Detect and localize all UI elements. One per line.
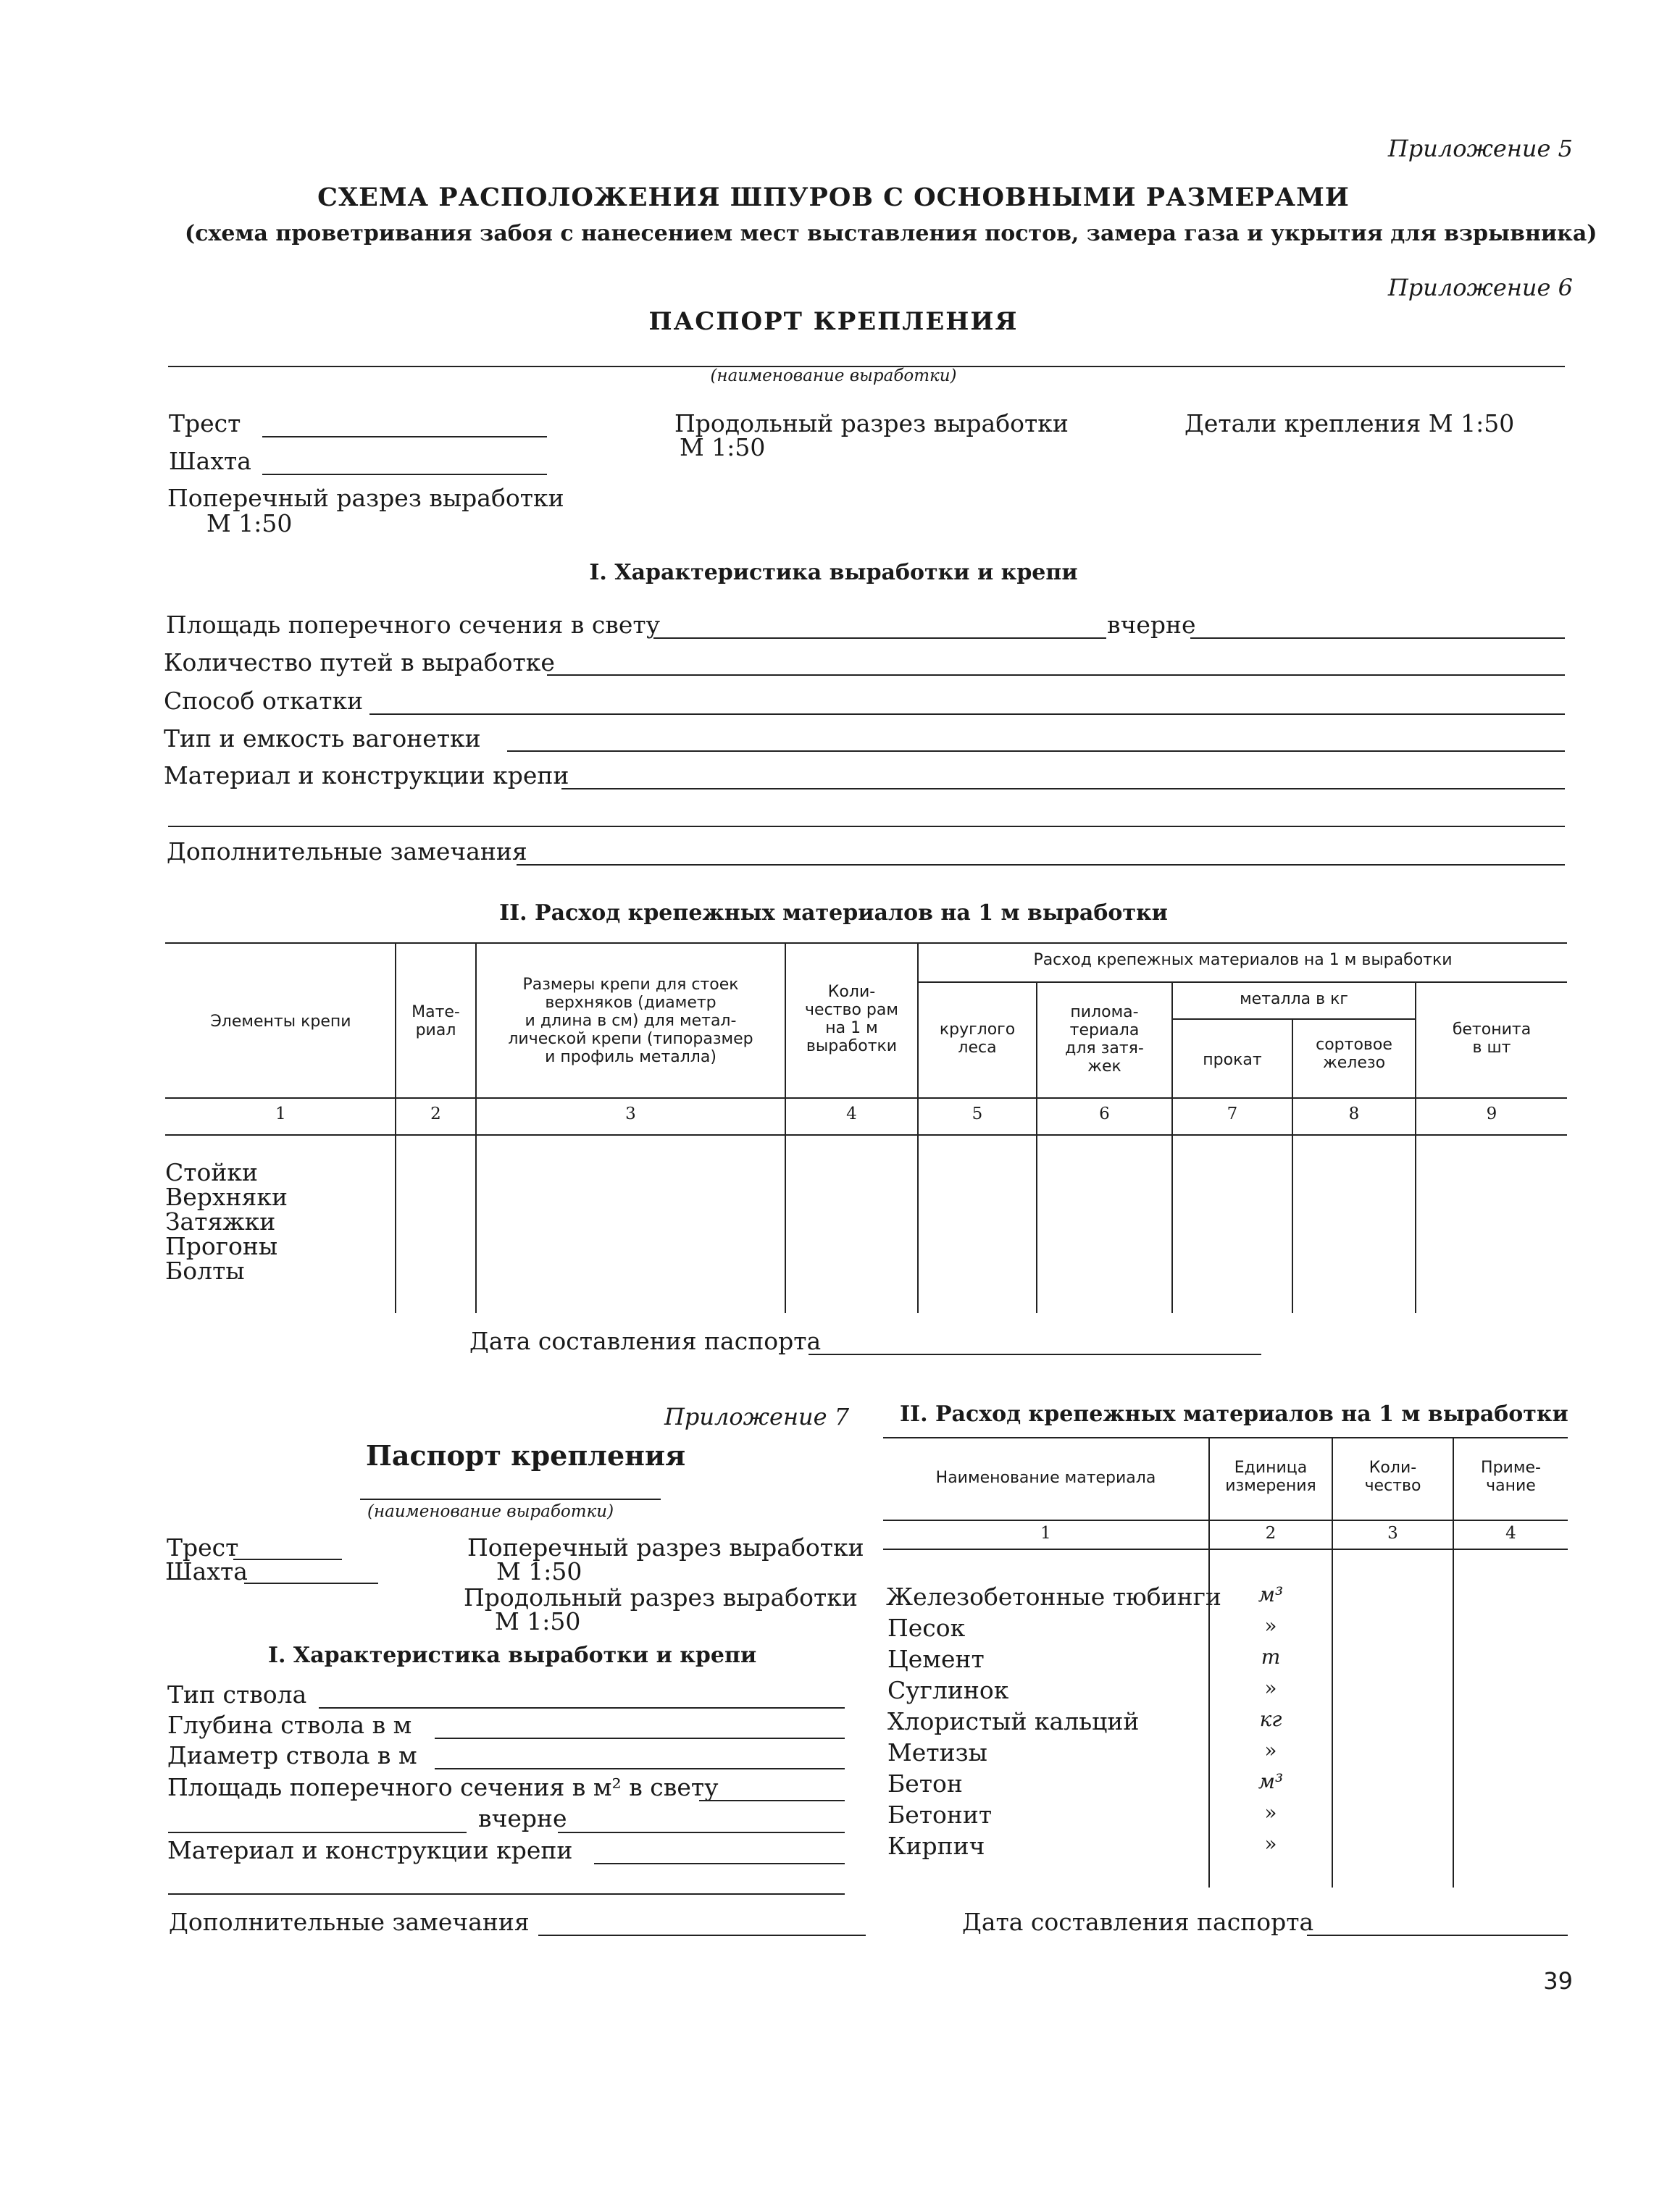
col-number: 4 bbox=[846, 1105, 857, 1123]
area-rough-field[interactable] bbox=[1190, 637, 1565, 639]
app7-rough-label: вчерне bbox=[478, 1804, 567, 1832]
col-number: 8 bbox=[1348, 1105, 1360, 1123]
app7-material-label: Материал и конструкции крепи bbox=[167, 1836, 573, 1864]
page-number: 39 bbox=[1543, 1967, 1573, 1995]
col-number: 7 bbox=[1227, 1105, 1238, 1123]
depth-field[interactable] bbox=[435, 1738, 845, 1739]
trest-field[interactable] bbox=[262, 436, 547, 437]
appendix-5-title: СХЕМА РАСПОЛОЖЕНИЯ ШПУРОВ С ОСНОВНЫМИ РАЗМЕРАМИ bbox=[317, 183, 1350, 212]
app7-col-number: 2 bbox=[1265, 1524, 1277, 1543]
th-rolled: прокат bbox=[1203, 1051, 1262, 1069]
app7-name-caption: (наименование выработки) bbox=[367, 1502, 614, 1521]
app7-th-note: Приме- чание bbox=[1481, 1459, 1541, 1495]
table-col-divider bbox=[1171, 983, 1173, 1313]
th-round-timber: круглого леса bbox=[939, 1021, 1016, 1057]
app7-material-field-2[interactable] bbox=[168, 1893, 845, 1895]
app7-shakhta-label: Шахта bbox=[165, 1557, 248, 1585]
app7-row-name: Суглинок bbox=[887, 1676, 1009, 1704]
date-label: Дата составления паспорта bbox=[469, 1327, 822, 1355]
app7-area-label: Площадь поперечного сечения в м² в свету bbox=[167, 1773, 719, 1801]
app7-trest-field[interactable] bbox=[233, 1559, 342, 1560]
appendix-5-label: Приложение 5 bbox=[1387, 135, 1573, 162]
col-number: 1 bbox=[275, 1105, 286, 1123]
appendix-7-label: Приложение 7 bbox=[664, 1403, 850, 1430]
app7-rough-field-pre[interactable] bbox=[168, 1832, 467, 1833]
section-2-title: II. Расход крепежных материалов на 1 м выработки bbox=[499, 900, 1168, 926]
app7-row-unit: » bbox=[1264, 1738, 1277, 1762]
section-1-title: I. Характеристика выработки и крепи bbox=[589, 560, 1078, 585]
app7-trest-label: Трест bbox=[167, 1533, 239, 1562]
shaft-type-field[interactable] bbox=[319, 1707, 845, 1709]
th-sawn-timber: пилома- териала для затя- жек bbox=[1065, 1003, 1144, 1076]
area-field[interactable] bbox=[653, 637, 1106, 639]
material-field[interactable] bbox=[561, 788, 1565, 789]
app7-material-field[interactable] bbox=[594, 1863, 845, 1864]
app7-cross-section-label: Поперечный разрез выработки bbox=[467, 1533, 864, 1562]
app7-row-unit: » bbox=[1264, 1614, 1277, 1638]
appendix-7-title: Паспорт крепления bbox=[366, 1439, 686, 1472]
shakhta-label: Шахта bbox=[169, 447, 251, 475]
app7-col-number: 4 bbox=[1505, 1524, 1516, 1543]
th-bar-iron: сортовое железо bbox=[1316, 1036, 1392, 1072]
cross-section-scale: М 1:50 bbox=[206, 509, 293, 537]
app7-col-number: 3 bbox=[1387, 1524, 1398, 1543]
app7-row-name: Хлористый кальций bbox=[887, 1707, 1140, 1735]
th-consumption: Расход крепежных материалов на 1 м выработки bbox=[1033, 951, 1453, 969]
material-label: Материал и конструкции крепи bbox=[164, 761, 569, 789]
details-label: Детали крепления М 1:50 bbox=[1185, 409, 1515, 437]
col-number: 9 bbox=[1486, 1105, 1497, 1123]
table-row: Стойки bbox=[165, 1158, 258, 1186]
date-field[interactable] bbox=[809, 1354, 1261, 1355]
table-row: Прогоны bbox=[165, 1232, 278, 1260]
app7-row-name: Бетонит bbox=[887, 1801, 993, 1829]
table-row: Болты bbox=[165, 1257, 245, 1285]
app7-col-divider bbox=[1332, 1438, 1333, 1888]
depth-label: Глубина ствола в м bbox=[167, 1711, 412, 1739]
app7-row-unit: м³ bbox=[1258, 1583, 1284, 1606]
appendix-5-subtitle: (схема проветривания забоя с нанесением мест выставления постов, замера газа и укрытия для взрывника) bbox=[185, 221, 1597, 246]
th-metal: металла в кг bbox=[1240, 990, 1348, 1008]
app7-remarks-label: Дополнительные замечания bbox=[169, 1908, 530, 1936]
shaft-type-label: Тип ствола bbox=[167, 1680, 307, 1709]
diameter-field[interactable] bbox=[435, 1768, 845, 1769]
remarks-field[interactable] bbox=[517, 864, 1565, 866]
haulage-label: Способ откатки bbox=[164, 687, 364, 715]
app7-row-name: Цемент bbox=[887, 1645, 985, 1673]
app7-row-unit: » bbox=[1264, 1832, 1277, 1856]
app7-row-unit: м³ bbox=[1258, 1769, 1284, 1793]
app7-table-top-border bbox=[883, 1437, 1568, 1438]
wagon-label: Тип и емкость вагонетки bbox=[164, 724, 481, 753]
app7-row-unit: » bbox=[1264, 1676, 1277, 1700]
app7-section-2-title: II. Расход крепежных материалов на 1 м выработки bbox=[900, 1402, 1568, 1427]
app7-th-count: Коли- чество bbox=[1364, 1459, 1421, 1495]
app7-th-name: Наименование материала bbox=[935, 1469, 1156, 1487]
appendix-6-title: ПАСПОРТ КРЕПЛЕНИЯ bbox=[648, 307, 1019, 336]
area-rough-label: вчерне bbox=[1107, 611, 1196, 639]
table-top-border bbox=[165, 942, 1567, 944]
haulage-field[interactable] bbox=[369, 713, 1565, 715]
app7-row-name: Метизы bbox=[887, 1738, 987, 1767]
col-number: 5 bbox=[972, 1105, 983, 1123]
material-field-2[interactable] bbox=[168, 826, 1565, 827]
table-row: Затяжки bbox=[165, 1207, 276, 1236]
col-number: 6 bbox=[1099, 1105, 1110, 1123]
app7-th-unit: Единица измерения bbox=[1225, 1459, 1316, 1495]
app7-row-unit: » bbox=[1264, 1801, 1277, 1825]
app7-row-name: Железобетонные тюбинги bbox=[886, 1583, 1221, 1611]
appendix-6-label: Приложение 6 bbox=[1387, 274, 1573, 301]
app7-table-header-bottom bbox=[883, 1520, 1568, 1521]
table-col-divider bbox=[395, 944, 396, 1313]
remarks-label: Дополнительные замечания bbox=[167, 837, 527, 866]
app7-long-section-scale: М 1:50 bbox=[495, 1607, 581, 1635]
th-sizes: Размеры крепи для стоек верхняков (диаметр и длина в см) для метал- лической крепи (типоразмер и профиль металла) bbox=[508, 976, 753, 1066]
app7-row-name: Бетон bbox=[887, 1769, 963, 1798]
diameter-label: Диаметр ствола в м bbox=[167, 1741, 417, 1769]
table-consumption-rule bbox=[919, 981, 1567, 983]
app7-row-unit: т bbox=[1261, 1645, 1281, 1669]
app7-section-1-title: I. Характеристика выработки и крепи bbox=[268, 1643, 757, 1668]
app7-cross-section-scale: М 1:50 bbox=[496, 1557, 582, 1585]
tracks-label: Количество путей в выработке bbox=[164, 648, 555, 676]
app7-col-number: 1 bbox=[1040, 1524, 1051, 1543]
app7-area-field[interactable] bbox=[699, 1800, 845, 1801]
app7-shakhta-field[interactable] bbox=[244, 1583, 378, 1584]
app7-date-field[interactable] bbox=[1307, 1935, 1568, 1936]
table-metal-rule bbox=[1171, 1018, 1415, 1020]
wagon-field[interactable] bbox=[507, 750, 1565, 752]
app7-name-line bbox=[360, 1499, 661, 1500]
th-concrete: бетонита в шт bbox=[1452, 1021, 1532, 1057]
col-number: 2 bbox=[430, 1105, 441, 1123]
app7-row-name: Кирпич bbox=[887, 1832, 985, 1860]
app7-table-numbers-bottom bbox=[883, 1549, 1568, 1550]
app7-row-name: Песок bbox=[887, 1614, 966, 1642]
app7-rough-field[interactable] bbox=[558, 1832, 845, 1833]
cross-section-label: Поперечный разрез выработки bbox=[167, 484, 564, 512]
app7-remarks-field[interactable] bbox=[538, 1935, 866, 1936]
app7-col-divider bbox=[1453, 1438, 1454, 1888]
app7-row-unit: кг bbox=[1259, 1707, 1282, 1731]
shakhta-field[interactable] bbox=[262, 474, 547, 475]
table-col-divider bbox=[917, 944, 919, 1313]
col-number: 3 bbox=[625, 1105, 636, 1123]
table-header-bottom bbox=[165, 1097, 1567, 1099]
long-section-scale: М 1:50 bbox=[680, 433, 766, 461]
th-frames-count: Коли- чество рам на 1 м выработки bbox=[805, 983, 898, 1055]
table-row: Верхняки bbox=[165, 1183, 288, 1211]
th-material: Мате- риал bbox=[411, 1003, 460, 1039]
long-section-label: Продольный разрез выработки bbox=[674, 409, 1069, 437]
th-elements: Элементы крепи bbox=[210, 1013, 351, 1031]
trest-label: Трест bbox=[169, 409, 241, 437]
table-numbers-bottom bbox=[165, 1134, 1567, 1136]
area-label: Площадь поперечного сечения в свету bbox=[166, 611, 661, 639]
name-caption: (наименование выработки) bbox=[710, 366, 957, 385]
app7-long-section-label: Продольный разрез выработки bbox=[464, 1583, 858, 1612]
tracks-field[interactable] bbox=[547, 674, 1565, 676]
app7-date-label: Дата составления паспорта bbox=[962, 1908, 1314, 1936]
